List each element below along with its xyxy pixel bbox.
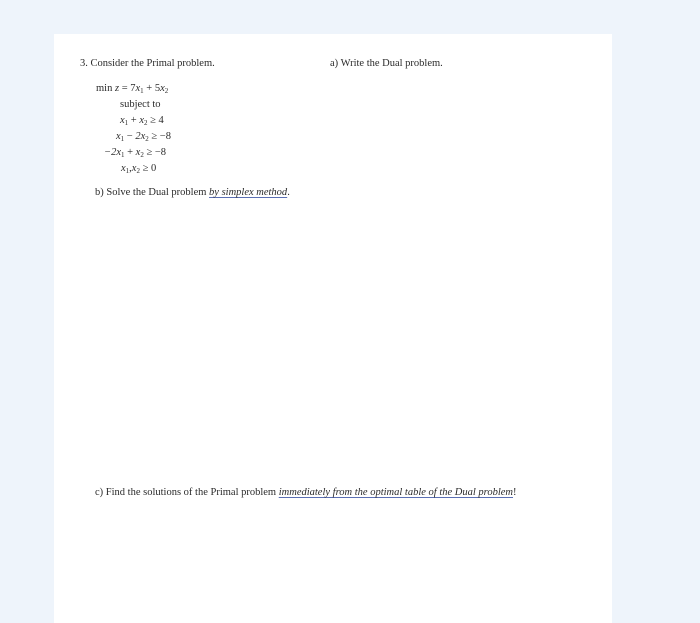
constraint-1: [120, 115, 164, 127]
separator: ,: [129, 163, 132, 174]
part-b-end: .: [287, 187, 290, 198]
rhs: 4: [158, 115, 164, 126]
constraint-nonnegativity: [121, 163, 156, 175]
subscript: 1: [140, 87, 144, 95]
relation: ≥: [146, 147, 153, 158]
operator: +: [127, 147, 134, 158]
term-b: 2x: [135, 131, 146, 142]
part-a-question: a) Write the Dual problem.: [330, 58, 443, 69]
operator: −: [126, 131, 133, 142]
rhs: −8: [159, 131, 171, 142]
term-a: x: [121, 163, 126, 174]
var: x: [135, 83, 141, 94]
part-c-emphasis: immediately from the optimal table of the Dual problem: [278, 487, 514, 498]
subscript: 1: [121, 151, 125, 159]
problem-heading: Consider the Primal problem.: [90, 58, 215, 69]
subscript: 2: [145, 135, 149, 143]
rhs: 0: [150, 163, 157, 174]
objective-var: z: [114, 83, 120, 94]
problem-number: 3.: [80, 58, 88, 69]
subscript: 2: [136, 167, 140, 175]
part-b-emphasis: by simplex method: [209, 187, 288, 198]
coef: 7: [130, 83, 136, 94]
term-a: x: [120, 115, 125, 126]
subscript: 1: [120, 135, 125, 143]
objective-term-2: [155, 83, 168, 94]
part-b-question: [95, 187, 290, 199]
term-b: x: [131, 163, 137, 174]
relation: ≥: [151, 131, 158, 142]
part-c-question: [95, 487, 517, 499]
objective-label: min: [96, 83, 113, 94]
objective-rel: =: [121, 83, 128, 94]
subscript: 2: [140, 151, 144, 159]
part-c-text: c) Find the solutions of the Primal problem: [95, 487, 279, 498]
rhs: −8: [154, 147, 167, 158]
relation: ≥: [150, 115, 156, 126]
subscript: 1: [124, 119, 129, 127]
objective-op: +: [146, 83, 153, 94]
var: x: [160, 83, 165, 94]
coef: 5: [154, 83, 161, 94]
term-a: −2x: [104, 147, 121, 158]
document-page: [54, 34, 612, 623]
subscript: 2: [164, 87, 169, 95]
term-a: x: [116, 131, 121, 142]
constraint-2: [116, 131, 171, 143]
operator: +: [130, 115, 137, 126]
problem-title: [80, 58, 215, 70]
subject-to-label: subject to: [120, 99, 161, 110]
subscript: 1: [125, 167, 130, 175]
part-c-end: !: [513, 487, 517, 498]
relation: ≥: [142, 163, 149, 174]
term-b: x: [135, 147, 141, 158]
term-b: x: [139, 115, 145, 126]
part-b-text: b) Solve the Dual problem: [95, 187, 210, 198]
objective-term-1: [130, 83, 143, 94]
objective-function: [96, 83, 168, 95]
constraint-3: [104, 147, 166, 159]
subscript: 2: [144, 119, 148, 127]
